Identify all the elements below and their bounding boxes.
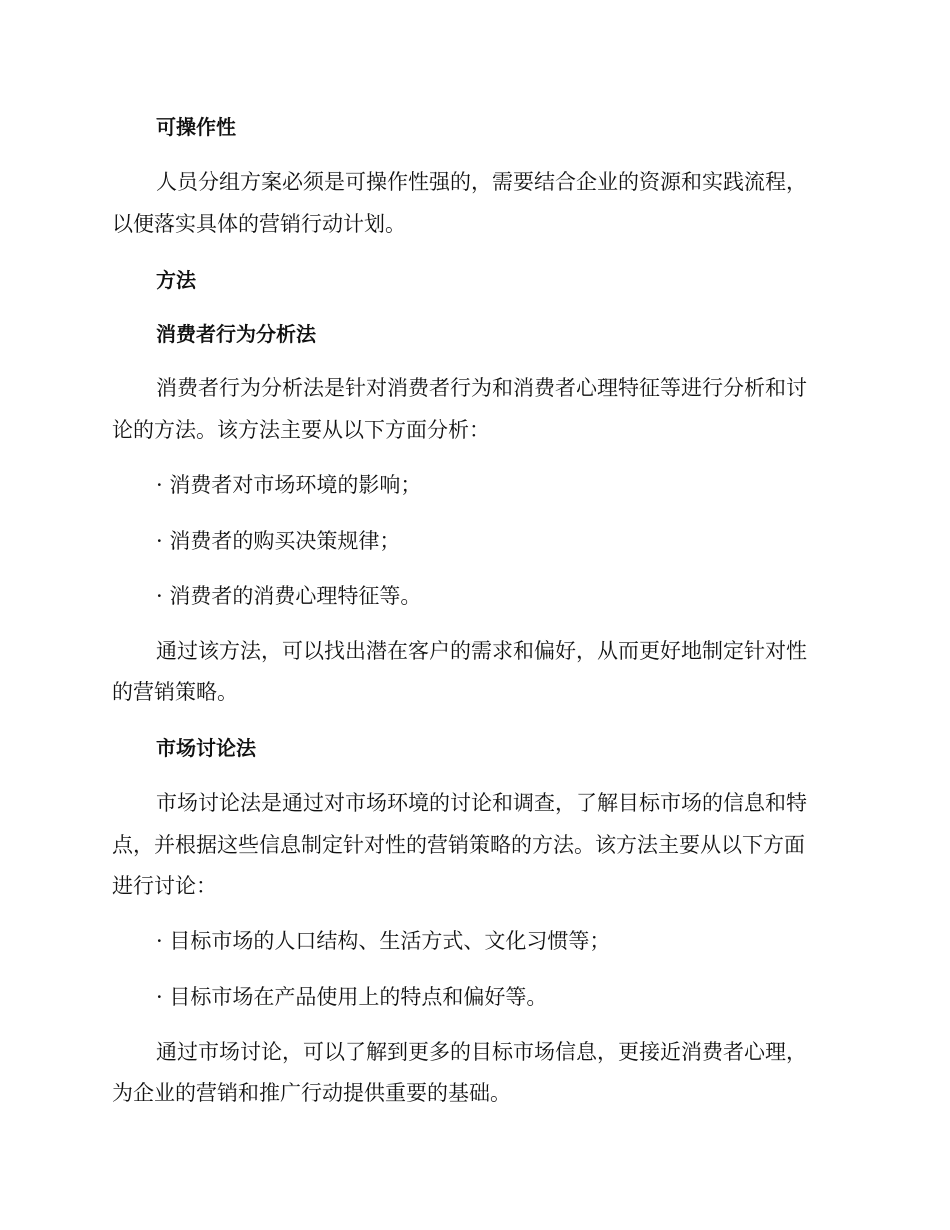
- heading-consumer-method: 消费者行为分析法: [156, 322, 316, 346]
- bullet-item: · 目标市场在产品使用上的特点和偏好等。: [156, 985, 548, 1009]
- bullet-item: · 消费者的购买决策规律；: [156, 529, 401, 553]
- paragraph-operability-line-1: 人员分组方案必须是可操作性强的，需要结合企业的资源和实践流程，: [156, 170, 807, 194]
- paragraph-market-line-1: 市场讨论法是通过对市场环境的讨论和调查，了解目标市场的信息和特: [156, 791, 807, 815]
- bullet-item: · 消费者对市场环境的影响；: [156, 473, 422, 497]
- paragraph-consumer-line-2: 论的方法。该方法主要从以下方面分析：: [112, 418, 490, 442]
- conclusion-consumer-line-1: 通过该方法，可以找出潜在客户的需求和偏好，从而更好地制定针对性: [156, 639, 807, 663]
- bullet-item: · 消费者的消费心理特征等。: [156, 584, 422, 608]
- heading-operability: 可操作性: [156, 115, 236, 139]
- paragraph-operability-line-2: 以便落实具体的营销行动计划。: [112, 212, 406, 236]
- paragraph-consumer-line-1: 消费者行为分析法是针对消费者行为和消费者心理特征等进行分析和讨: [156, 376, 807, 400]
- bullet-item: · 目标市场的人口结构、生活方式、文化习惯等；: [156, 929, 611, 953]
- paragraph-market-line-2: 点，并根据这些信息制定针对性的营销策略的方法。该方法主要从以下方面: [112, 833, 805, 857]
- conclusion-market-line-1: 通过市场讨论，可以了解到更多的目标市场信息，更接近消费者心理，: [156, 1040, 807, 1064]
- heading-market-method: 市场讨论法: [156, 736, 256, 760]
- conclusion-market-line-2: 为企业的营销和推广行动提供重要的基础。: [112, 1081, 511, 1105]
- heading-methods: 方法: [156, 268, 196, 292]
- conclusion-consumer-line-2: 的营销策略。: [112, 680, 238, 704]
- paragraph-market-line-3: 进行讨论：: [112, 874, 217, 898]
